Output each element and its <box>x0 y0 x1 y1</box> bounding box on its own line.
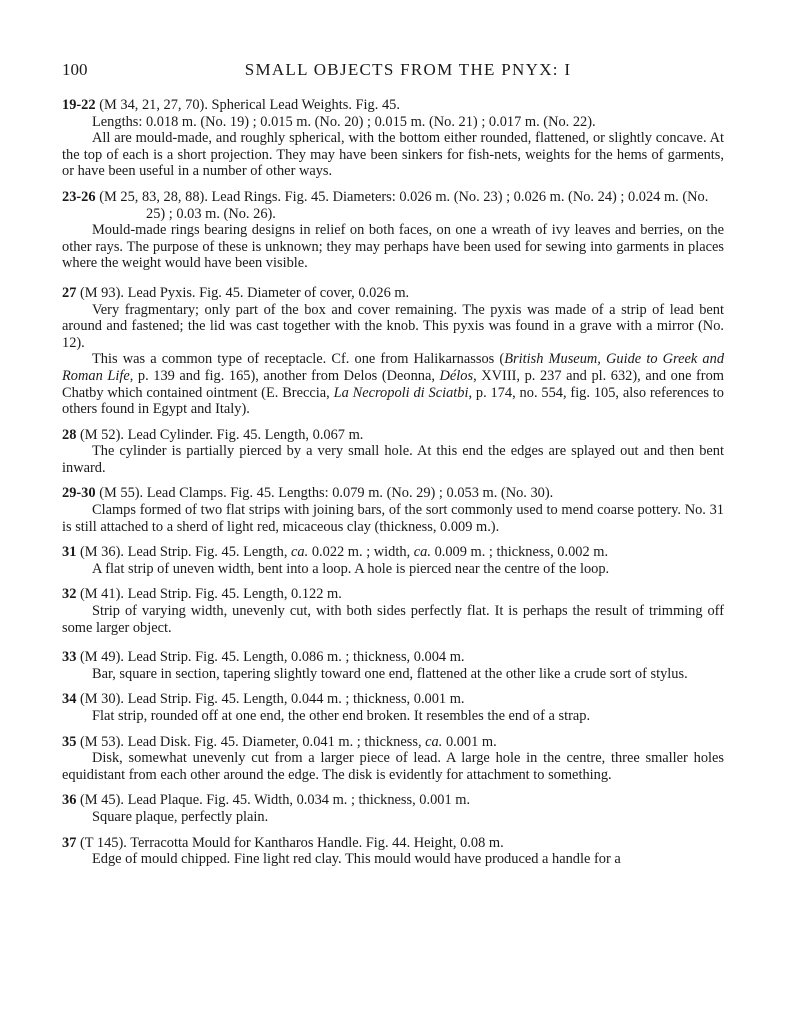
catalogue-entry-34 <box>62 691 724 724</box>
entry-heading <box>62 586 724 603</box>
entry-heading <box>62 649 724 666</box>
entry-number: 29-30 <box>62 485 96 502</box>
entry-heading-text: (M 93). Lead Pyxis. Fig. 45. Diameter of cover, 0.026 m. <box>80 284 410 301</box>
entry-description: Edge of mould chipped. Fine light red clay. This mould would have produced a handle for a <box>92 851 621 868</box>
running-title: SMALL OBJECTS FROM THE PNYX: I <box>244 60 572 79</box>
page-number: 100 <box>62 60 88 79</box>
comparanda-text: , XVIII, p. 237 and pl. 632), and one from Chatby which contained ointment (E. Breccia, <box>62 367 724 401</box>
entry-heading-text: (T 145). Terracotta Mould for Kantharos Handle. Fig. 44. Height, 0.08 m. <box>80 834 504 851</box>
catalogue-entry-29-30 <box>62 485 724 535</box>
citation-title: Délos <box>439 367 474 384</box>
comparanda-text: , p. 139 and fig. 165), another from Delos (Deonna, <box>129 367 440 384</box>
entry-comparanda <box>62 351 724 417</box>
entry-heading <box>62 189 724 222</box>
catalogue-entry-19-22 <box>62 97 724 180</box>
entry-number: 33 <box>62 649 77 666</box>
entry-description: Bar, square in section, tapering slightly toward one end, flattened at the other like a crude sort of stylus. <box>92 665 688 682</box>
catalogue-entry-37 <box>62 835 724 868</box>
entry-heading-text: (M 34, 21, 27, 70). Spherical Lead Weights. Fig. 45. <box>99 97 400 113</box>
entry-description: Clamps formed of two flat strips with joining bars, of the sort commonly used to mend coarse pottery. No. 31 is still attached to a sherd of light red, micaceous clay (thickness, 0.009 m.). <box>62 502 724 535</box>
running-head <box>62 60 724 86</box>
catalogue-entry-23-26 <box>62 189 724 272</box>
citation-title: British Museum, Guide to Greek and Roman Life <box>62 351 725 384</box>
catalogue-entry-32 <box>62 586 724 636</box>
catalogue-entry-33 <box>62 649 724 682</box>
entry-heading-text: (M 53). Lead Disk. Fig. 45. Diameter, 0.041 m. ; thickness, <box>80 733 426 750</box>
entry-measurements: Lengths: 0.018 m. (No. 19) ; 0.015 m. (No. 20) ; 0.015 m. (No. 21) ; 0.017 m. (No. 22). <box>92 113 596 130</box>
entry-description: A flat strip of uneven width, bent into a loop. A hole is pierced near the centre of the loop. <box>92 560 610 577</box>
entry-heading-text: 0.001 m. <box>442 733 497 750</box>
entry-heading-text: (M 30). Lead Strip. Fig. 45. Length, 0.044 m. ; thickness, 0.001 m. <box>80 691 465 708</box>
catalogue-entry-27 <box>62 285 724 418</box>
entry-heading <box>62 544 724 561</box>
entry-description: Disk, somewhat unevenly cut from a larger piece of lead. A large hole in the centre, three smaller holes equidistant from each other around the edge. The disk is evidently for attachment to something. <box>62 750 724 783</box>
entry-description: Flat strip, rounded off at one end, the other end broken. It resembles the end of a strap. <box>92 708 591 724</box>
circa-abbrev: ca. <box>291 544 309 561</box>
entry-heading-text: (M 36). Lead Strip. Fig. 45. Length, <box>80 544 292 561</box>
entry-heading-text: (M 45). Lead Plaque. Fig. 45. Width, 0.034 m. ; thickness, 0.001 m. <box>80 792 471 809</box>
entry-number: 35 <box>62 733 77 750</box>
entry-number: 23-26 <box>62 188 96 205</box>
catalogue-entry-35 <box>62 734 724 784</box>
entry-number: 36 <box>62 792 77 809</box>
entry-heading <box>62 285 724 302</box>
entry-number: 31 <box>62 544 77 561</box>
entry-heading-text: (M 49). Lead Strip. Fig. 45. Length, 0.086 m. ; thickness, 0.004 m. <box>80 649 465 666</box>
catalogue-entry-31 <box>62 544 724 577</box>
entry-number: 34 <box>62 691 77 708</box>
entry-heading-text: 0.009 m. ; thickness, 0.002 m. <box>430 544 609 561</box>
catalogue-entry-28 <box>62 427 724 477</box>
circa-abbrev: ca. <box>425 733 443 750</box>
entry-description: All are mould-made, and roughly spherical, with the bottom either rounded, flattened, or slightly concave. At the top of each is a short projection. They may have been sinkers for fish-nets, weights for the hems of garments, or have been useful in a number of other ways. <box>62 130 724 180</box>
catalogue-entry-36 <box>62 792 724 825</box>
comparanda-text: , p. 174, no. 554, fig. 105, also references to others found in Egypt and Italy). <box>62 384 724 418</box>
page <box>62 60 724 877</box>
entry-heading <box>62 691 724 708</box>
entry-number: 28 <box>62 426 77 443</box>
entry-heading-text: (M 25, 83, 28, 88). Lead Rings. Fig. 45. Diameters: 0.026 m. (No. 23) ; 0.026 m. (No. 24) ; 0.024 m. (No. 25) ; 0.03 m. (No. 26). <box>99 188 709 222</box>
entry-heading <box>62 792 724 809</box>
citation-title: La Necropoli di Sciatbi <box>333 384 469 401</box>
circa-abbrev: ca. <box>413 544 431 561</box>
entry-heading-text: (M 55). Lead Clamps. Fig. 45. Lengths: 0.079 m. (No. 29) ; 0.053 m. (No. 30). <box>99 485 554 502</box>
entry-description: Square plaque, perfectly plain. <box>92 808 269 825</box>
entry-description: Strip of varying width, unevenly cut, with both sides perfectly flat. It is perhaps the result of trimming off some larger object. <box>62 603 724 636</box>
entry-heading-text: (M 52). Lead Cylinder. Fig. 45. Length, 0.067 m. <box>80 426 364 443</box>
entry-heading <box>62 835 724 852</box>
entry-number: 19-22 <box>62 97 96 113</box>
entry-number: 27 <box>62 284 77 301</box>
entry-heading-text: (M 41). Lead Strip. Fig. 45. Length, 0.122 m. <box>80 586 342 603</box>
entry-number: 37 <box>62 834 77 851</box>
entry-description: Mould-made rings bearing designs in relief on both faces, on one a wreath of ivy leaves and berries, on the other rays. The purpose of these is unknown; they may perhaps have been used for sewing into garments in places where the weight would have been visible. <box>62 222 724 272</box>
entry-heading <box>62 485 724 502</box>
entry-description: Very fragmentary; only part of the box and cover remaining. The pyxis was made of a strip of lead bent around and fastened; the lid was cast together with the knob. This pyxis was found in a grave with a mirror (No. 12). <box>62 301 724 351</box>
entry-heading <box>62 734 724 751</box>
comparanda-text: This was a common type of receptacle. Cf. one from Halikarnassos ( <box>92 351 505 368</box>
entry-heading <box>62 97 724 114</box>
entry-number: 32 <box>62 586 77 603</box>
entry-heading-text: 0.022 m. ; width, <box>308 544 414 561</box>
entry-description: The cylinder is partially pierced by a very small hole. At this end the edges are splayed out and then bent inward. <box>62 443 724 476</box>
entry-heading <box>62 427 724 444</box>
